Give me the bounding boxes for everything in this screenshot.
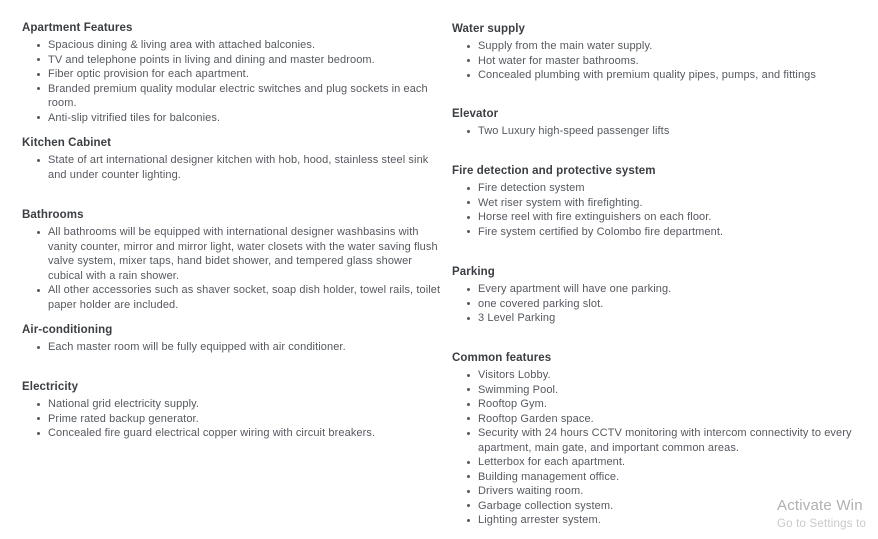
feature-list: [22, 340, 446, 355]
feature-item: Supply from the main water supply.: [478, 39, 878, 54]
section-title: Air-conditioning: [22, 324, 113, 336]
section-title: Kitchen Cabinet: [22, 137, 112, 149]
feature-list: [22, 153, 446, 182]
feature-item: All bathrooms will be equipped with international designer washbasins with vanity counter, mirror and mirror light, water closets with the water saving flush valve system, mixer taps, hand bidet shower, and tempered glass shower cubical with a rain shower.: [48, 225, 446, 283]
section-apartment-features: [22, 21, 446, 125]
section-title: Fire detection and protective system: [452, 165, 656, 177]
feature-item: Spacious dining & living area with attached balconies.: [48, 38, 446, 53]
feature-item: Swimming Pool.: [478, 383, 878, 398]
section-title: Apartment Features: [22, 22, 133, 34]
feature-list: [452, 282, 878, 326]
feature-item: Every apartment will have one parking.: [478, 282, 878, 297]
feature-item: Building management office.: [478, 470, 878, 485]
section-title: Common features: [452, 352, 552, 364]
feature-item: Prime rated backup generator.: [48, 412, 446, 427]
feature-list: [22, 397, 446, 441]
feature-item: Fire detection system: [478, 181, 878, 196]
section-title: Elevator: [452, 108, 499, 120]
feature-item: Rooftop Garden space.: [478, 412, 878, 427]
feature-item: Horse reel with fire extinguishers on each floor.: [478, 210, 878, 225]
feature-item: State of art international designer kitchen with hob, hood, stainless steel sink and under counter lighting.: [48, 153, 446, 182]
section-title: Water supply: [452, 23, 525, 35]
feature-item: Letterbox for each apartment.: [478, 455, 878, 470]
activate-windows-watermark-line1: Activate Win: [777, 497, 863, 514]
feature-item: Concealed plumbing with premium quality pipes, pumps, and fittings: [478, 68, 878, 83]
section-fire-detection-and-protective-system: [452, 164, 878, 239]
feature-item: Branded premium quality modular electric switches and plug sockets in each room.: [48, 82, 446, 111]
section-kitchen-cabinet: [22, 136, 446, 182]
feature-item: one covered parking slot.: [478, 297, 878, 312]
feature-item: 3 Level Parking: [478, 311, 878, 326]
left-column: [22, 0, 446, 539]
feature-list: [22, 225, 446, 312]
section-title: Parking: [452, 266, 495, 278]
feature-item: Fiber optic provision for each apartment.: [48, 67, 446, 82]
feature-item: Wet riser system with firefighting.: [478, 196, 878, 211]
feature-item: Hot water for master bathrooms.: [478, 54, 878, 69]
section-elevator: [452, 107, 878, 139]
feature-list: [452, 181, 878, 239]
activate-windows-watermark: [777, 496, 866, 532]
feature-list: [452, 39, 878, 83]
right-column: [452, 0, 878, 539]
feature-item: Lighting arrester system.: [478, 513, 878, 528]
section-air-conditioning: [22, 323, 446, 355]
feature-item: Concealed fire guard electrical copper wiring with circuit breakers.: [48, 426, 446, 441]
feature-item: Visitors Lobby.: [478, 368, 878, 383]
feature-item: TV and telephone points in living and dining and master bedroom.: [48, 53, 446, 68]
section-bathrooms: [22, 208, 446, 312]
activate-windows-watermark-line2: Go to Settings to: [777, 518, 867, 530]
feature-item: All other accessories such as shaver socket, soap dish holder, towel rails, toilet paper holder are included.: [48, 283, 446, 312]
feature-item: Two Luxury high-speed passenger lifts: [478, 124, 878, 139]
section-electricity: [22, 380, 446, 441]
feature-item: National grid electricity supply.: [48, 397, 446, 412]
feature-item: Fire system certified by Colombo fire department.: [478, 225, 878, 240]
feature-list: [22, 38, 446, 125]
section-title: Electricity: [22, 381, 79, 393]
section-parking: [452, 265, 878, 326]
feature-item: Security with 24 hours CCTV monitoring with intercom connectivity to every apartment, main gate, and important common areas.: [478, 426, 878, 455]
feature-list: [452, 124, 878, 139]
feature-item: Garbage collection system.: [478, 499, 878, 514]
feature-item: Rooftop Gym.: [478, 397, 878, 412]
feature-item: Each master room will be fully equipped with air conditioner.: [48, 340, 446, 355]
section-water-supply: [452, 22, 878, 83]
feature-item: Drivers waiting room.: [478, 484, 878, 499]
feature-item: Anti-slip vitrified tiles for balconies.: [48, 111, 446, 126]
section-title: Bathrooms: [22, 209, 84, 221]
